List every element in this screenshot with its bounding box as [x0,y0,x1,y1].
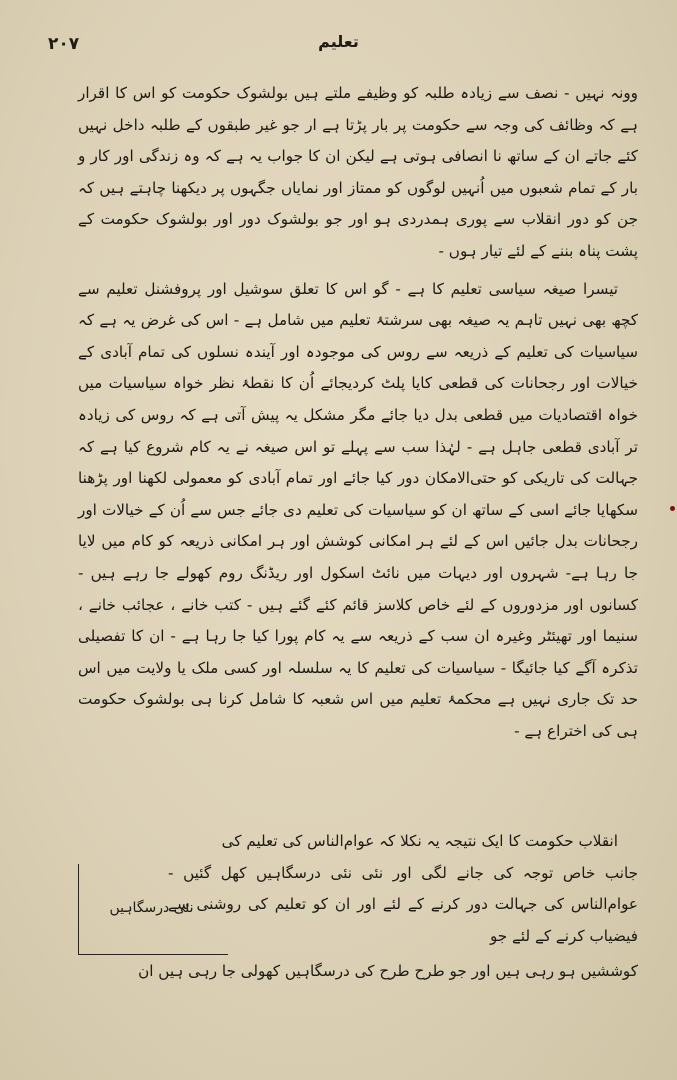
paragraph-3-final-line: کوششیں ہو رہی ہیں اور جو طرح طرح کی درسگاہیں کھولی جا رہی ہیں ان [138,961,638,980]
page-number: ۲۰۷ [48,34,80,54]
margin-divider [78,954,228,955]
margin-note-area [78,858,638,954]
page-header [40,30,637,64]
body-text [78,78,638,747]
margin-note-box [78,864,224,954]
running-head: تعلیم [318,32,359,51]
paragraph-1: وونہ نہیں - نصف سے زیادہ طلبہ کو وظیفے ملتے ہیں بولشوک حکومت کو اس کا اقرار ہے کہ وظائف کی وجہ سے حکومت پر بار پڑتا ہے ار جو غیر طبقوں کے طلبہ داخل نہیں کئے جاتے ان کے ساتھ نا انصافی ہوتی ہے لیکن ان کا جواب یہ ہے کہ وہ زندگی اور کار و بار کے تمام شعبوں میں اُنہیں لوگوں کو ممتاز اور نمایاں جگہوں پر دیکھنا چاہتے ہیں کہ جن کو دور انقلاب سے پوری ہمدردی ہو اور جو بولشوک دور اور بولشوک حکومت کے پشت پناہ بننے کے لئے تیار ہوں - [78,84,638,260]
margin-note: نئی درسگاہیں [109,899,194,916]
paragraph-3-side-text: جانب خاص توجہ کی جانے لگی اور نئی نئی درسگاہیں کھل گئیں - عوام‌الناس کی جہالت دور کرنے کے لئے اور ان کو تعلیم کی روشنی سے فیضیاب کرنے کے لئے جو [168,863,638,945]
ink-mark [670,506,675,511]
paragraph-2: تیسرا صیغہ سیاسی تعلیم کا ہے - گو اس کا تعلق سوشیل اور پروفشنل تعلیم سے کچھ بھی نہیں تاہم یہ صیغہ بھی سرشتۂ تعلیم میں شامل ہے - اس کی غرض یہ ہے کہ سیاسیات کی تعلیم کے ذریعہ سے روس کی موجودہ اور آیندہ نسلوں کی تمام آبادی کے خیالات اور رجحانات کی قطعی کایا پلٹ کردیجائے اُن کا نقطۂ نظر خواہ سیاسیات میں خواہ اقتصادیات میں قطعی بدل دیا جائے مگر مشکل یہ پیش آتی ہے کہ روس کی زیادہ تر آبادی قطعی جاہل ہے - لہٰذا سب سے پہلے تو اس صیغہ نے یہ کام شروع کیا ہے کہ جہالت کی تاریکی کو حتی‌الامکان دور کیا جائے اور تمام آبادی کو معمولی لکھنا اور پڑھنا سکھایا جائے اسی کے ساتھ ان کو سیاسیات کی تعلیم دی جائے جس سے اُن کے خیالات اور رجحانات بدل جائیں اس کے لئے ہر امکانی کوشش اور ہر امکانی ذریعہ کو کام میں لایا جا رہا ہے- شہروں اور دیہات میں نائٹ اسکول اور ریڈنگ روم کھولے جا رہے ہیں - کسانوں اور مزدوروں کے لئے خاص کلاسز قائم کئے گئے ہیں - کتب خانے ، عجائب خانے ، سنیما اور تھیئٹر وغیرہ ان سب کے ذریعہ سے یہ کام پورا کیا جا رہا ہے - ان کا تفصیلی تذکرہ آگے کیا جائیگا - سیاسیات کی تعلیم کا یہ سلسلہ اور کسی ملک یا ولایت میں اس حد تک جاری نہیں ہے محکمۂ تعلیم میں اس شعبہ کا شامل کرنا ہی بولشوک حکومت ہی کی اختراع ہے - [78,279,638,740]
paragraph-3-lead: انقلاب حکومت کا ایک نتیجہ یہ نکلا کہ عوام‌الناس کی تعلیم کی [221,832,618,850]
lower-section [78,826,638,987]
